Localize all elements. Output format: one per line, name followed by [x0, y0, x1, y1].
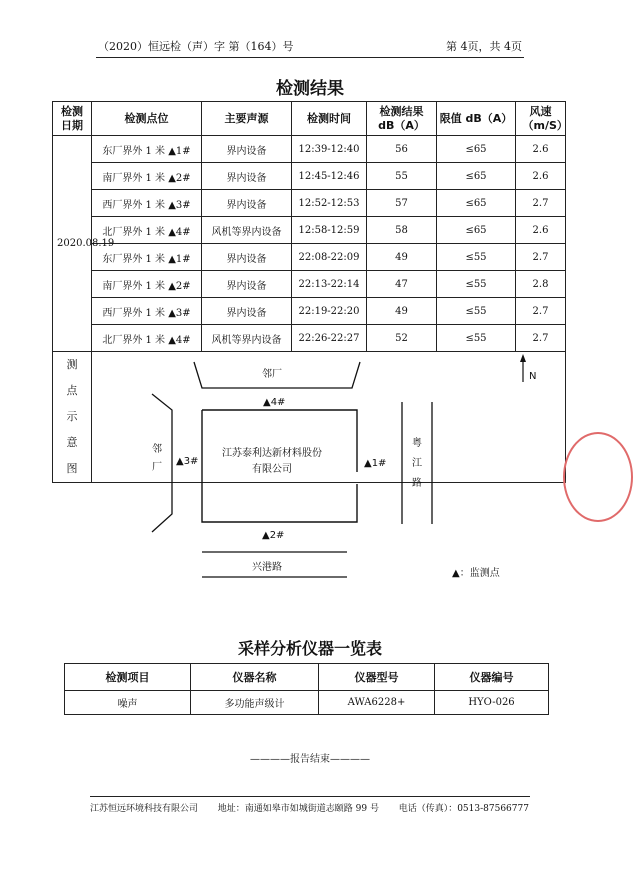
- diagram-label-char: 示: [66, 410, 78, 423]
- point-cell: 东厂界外 1 米 ▲1#: [92, 136, 202, 163]
- col-model: 仪器型号: [319, 664, 435, 691]
- time-cell: 22:08-22:09: [292, 244, 367, 271]
- north-arrow-head: [520, 354, 526, 362]
- table-row: [53, 163, 566, 190]
- wind-cell: 2.8: [516, 271, 566, 298]
- col-time: 检测时间: [292, 102, 367, 136]
- page-footer: [90, 801, 530, 814]
- results-title: 检测结果: [276, 79, 344, 99]
- source-cell: 界内设备: [202, 244, 292, 271]
- point-cell: 西厂界外 1 米 ▲3#: [92, 298, 202, 325]
- wind-cell: 2.7: [516, 325, 566, 352]
- source-cell: 风机等界内设备: [202, 325, 292, 352]
- diagram-label-char: 测: [66, 358, 78, 371]
- east-road-char: 粤: [412, 438, 422, 449]
- limit-cell: ≤65: [437, 190, 516, 217]
- table-row: [53, 217, 566, 244]
- report-number: （2020）恒远检（声）字 第（164）号: [98, 40, 294, 53]
- result-cell: 47: [367, 271, 437, 298]
- results-header-row: [53, 102, 566, 136]
- top-neighbor-label: 邻厂: [262, 369, 282, 380]
- point-cell: 北厂界外 1 米 ▲4#: [92, 325, 202, 352]
- table-row: [53, 244, 566, 271]
- point-4-marker: ▲4#: [263, 397, 286, 408]
- east-road-char: 路: [412, 478, 422, 489]
- table-row: [53, 298, 566, 325]
- date-value: 2020.08.19: [57, 238, 115, 249]
- company-name-line1: 江苏泰利达新材料股份: [222, 448, 322, 459]
- time-cell: 22:13-22:14: [292, 271, 367, 298]
- col-source: 主要声源: [202, 102, 292, 136]
- diagram-label-char: 意: [66, 436, 78, 449]
- diagram-row: [53, 352, 566, 483]
- col-wind-label: 风速（m/S）: [522, 104, 568, 132]
- official-seal: [563, 432, 633, 522]
- left-neighbor-char: 邻: [152, 444, 162, 455]
- instruments-table: [64, 663, 549, 715]
- instruments-title: 采样分析仪器一览表: [237, 639, 382, 658]
- company-outline-top: [202, 410, 357, 472]
- report-end: ————报告结束————: [250, 754, 370, 765]
- col-serial: 仪器编号: [435, 664, 549, 691]
- site-diagram: [92, 352, 566, 579]
- limit-cell: ≤65: [437, 163, 516, 190]
- point-1-marker: ▲1#: [364, 458, 387, 469]
- col-point: 检测点位: [92, 102, 202, 136]
- col-item: 检测项目: [65, 664, 191, 691]
- page-number: 第 4页，共 4页: [446, 40, 522, 53]
- wind-cell: 2.7: [516, 298, 566, 325]
- result-cell: 56: [367, 136, 437, 163]
- col-result: [367, 102, 437, 136]
- wind-cell: 2.6: [516, 136, 566, 163]
- model-cell: AWA6228+: [319, 691, 435, 715]
- col-result-label: 检测结果 dB（A）: [378, 104, 425, 132]
- time-cell: 22:26-22:27: [292, 325, 367, 352]
- name-cell: 多功能声级计: [191, 691, 319, 715]
- time-cell: 12:58-12:59: [292, 217, 367, 244]
- point-cell: 西厂界外 1 米 ▲3#: [92, 190, 202, 217]
- page-header: [98, 38, 522, 54]
- table-row: [53, 325, 566, 352]
- header-rule: [96, 57, 524, 58]
- point-2-marker: ▲2#: [262, 530, 285, 541]
- limit-cell: ≤55: [437, 244, 516, 271]
- serial-cell: HYO-026: [435, 691, 549, 715]
- col-limit: 限值 dB（A）: [437, 102, 516, 136]
- result-cell: 55: [367, 163, 437, 190]
- item-cell: 噪声: [65, 691, 191, 715]
- table-row: [53, 190, 566, 217]
- south-road-label: 兴港路: [252, 562, 282, 573]
- result-cell: 49: [367, 298, 437, 325]
- table-row: [53, 136, 566, 163]
- source-cell: 界内设备: [202, 298, 292, 325]
- point-cell: 北厂界外 1 米 ▲4#: [92, 217, 202, 244]
- limit-cell: ≤55: [437, 271, 516, 298]
- wind-cell: 2.6: [516, 217, 566, 244]
- legend-text: ▲：监测点: [452, 568, 500, 579]
- source-cell: 界内设备: [202, 190, 292, 217]
- result-cell: 52: [367, 325, 437, 352]
- point-cell: 东厂界外 1 米 ▲1#: [92, 244, 202, 271]
- source-cell: 界内设备: [202, 136, 292, 163]
- result-cell: 49: [367, 244, 437, 271]
- diagram-label-char: 点: [66, 384, 78, 397]
- left-neighbor-char: 厂: [152, 462, 162, 473]
- instruments-header-row: [65, 664, 549, 691]
- wind-cell: 2.6: [516, 163, 566, 190]
- point-cell: 南厂界外 1 米 ▲2#: [92, 163, 202, 190]
- time-cell: 12:45-12:46: [292, 163, 367, 190]
- col-name: 仪器名称: [191, 664, 319, 691]
- source-cell: 界内设备: [202, 163, 292, 190]
- footer-address: 地址：南通如皋市如城街道志颐路 99 号: [217, 804, 379, 814]
- point-3-marker: ▲3#: [176, 456, 199, 467]
- company-name-line2: 有限公司: [252, 464, 292, 475]
- col-wind: [516, 102, 566, 136]
- result-cell: 57: [367, 190, 437, 217]
- col-date-label: 检测日期: [61, 104, 83, 132]
- footer-phone: 电话（传真）：0513-87566777: [398, 804, 529, 814]
- wind-cell: 2.7: [516, 244, 566, 271]
- site-map: [92, 352, 566, 596]
- diagram-label-char: 图: [66, 462, 78, 475]
- results-table: [52, 101, 568, 579]
- source-cell: 界内设备: [202, 271, 292, 298]
- north-label: N: [529, 371, 537, 382]
- source-cell: 风机等界内设备: [202, 217, 292, 244]
- limit-cell: ≤65: [437, 217, 516, 244]
- time-cell: 12:39-12:40: [292, 136, 367, 163]
- limit-cell: ≤65: [437, 136, 516, 163]
- time-cell: 22:19-22:20: [292, 298, 367, 325]
- point-cell: 南厂界外 1 米 ▲2#: [92, 271, 202, 298]
- result-cell: 58: [367, 217, 437, 244]
- footer-rule: [90, 796, 530, 797]
- date-cell: [53, 136, 115, 352]
- col-date: [53, 102, 92, 136]
- time-cell: 12:52-12:53: [292, 190, 367, 217]
- footer-company: 江苏恒远环境科技有限公司: [90, 804, 199, 814]
- table-row: [65, 691, 549, 715]
- east-road-char: 江: [412, 458, 422, 469]
- wind-cell: 2.7: [516, 190, 566, 217]
- limit-cell: ≤55: [437, 298, 516, 325]
- table-row: [53, 271, 566, 298]
- limit-cell: ≤55: [437, 325, 516, 352]
- diagram-row-label: [53, 352, 92, 483]
